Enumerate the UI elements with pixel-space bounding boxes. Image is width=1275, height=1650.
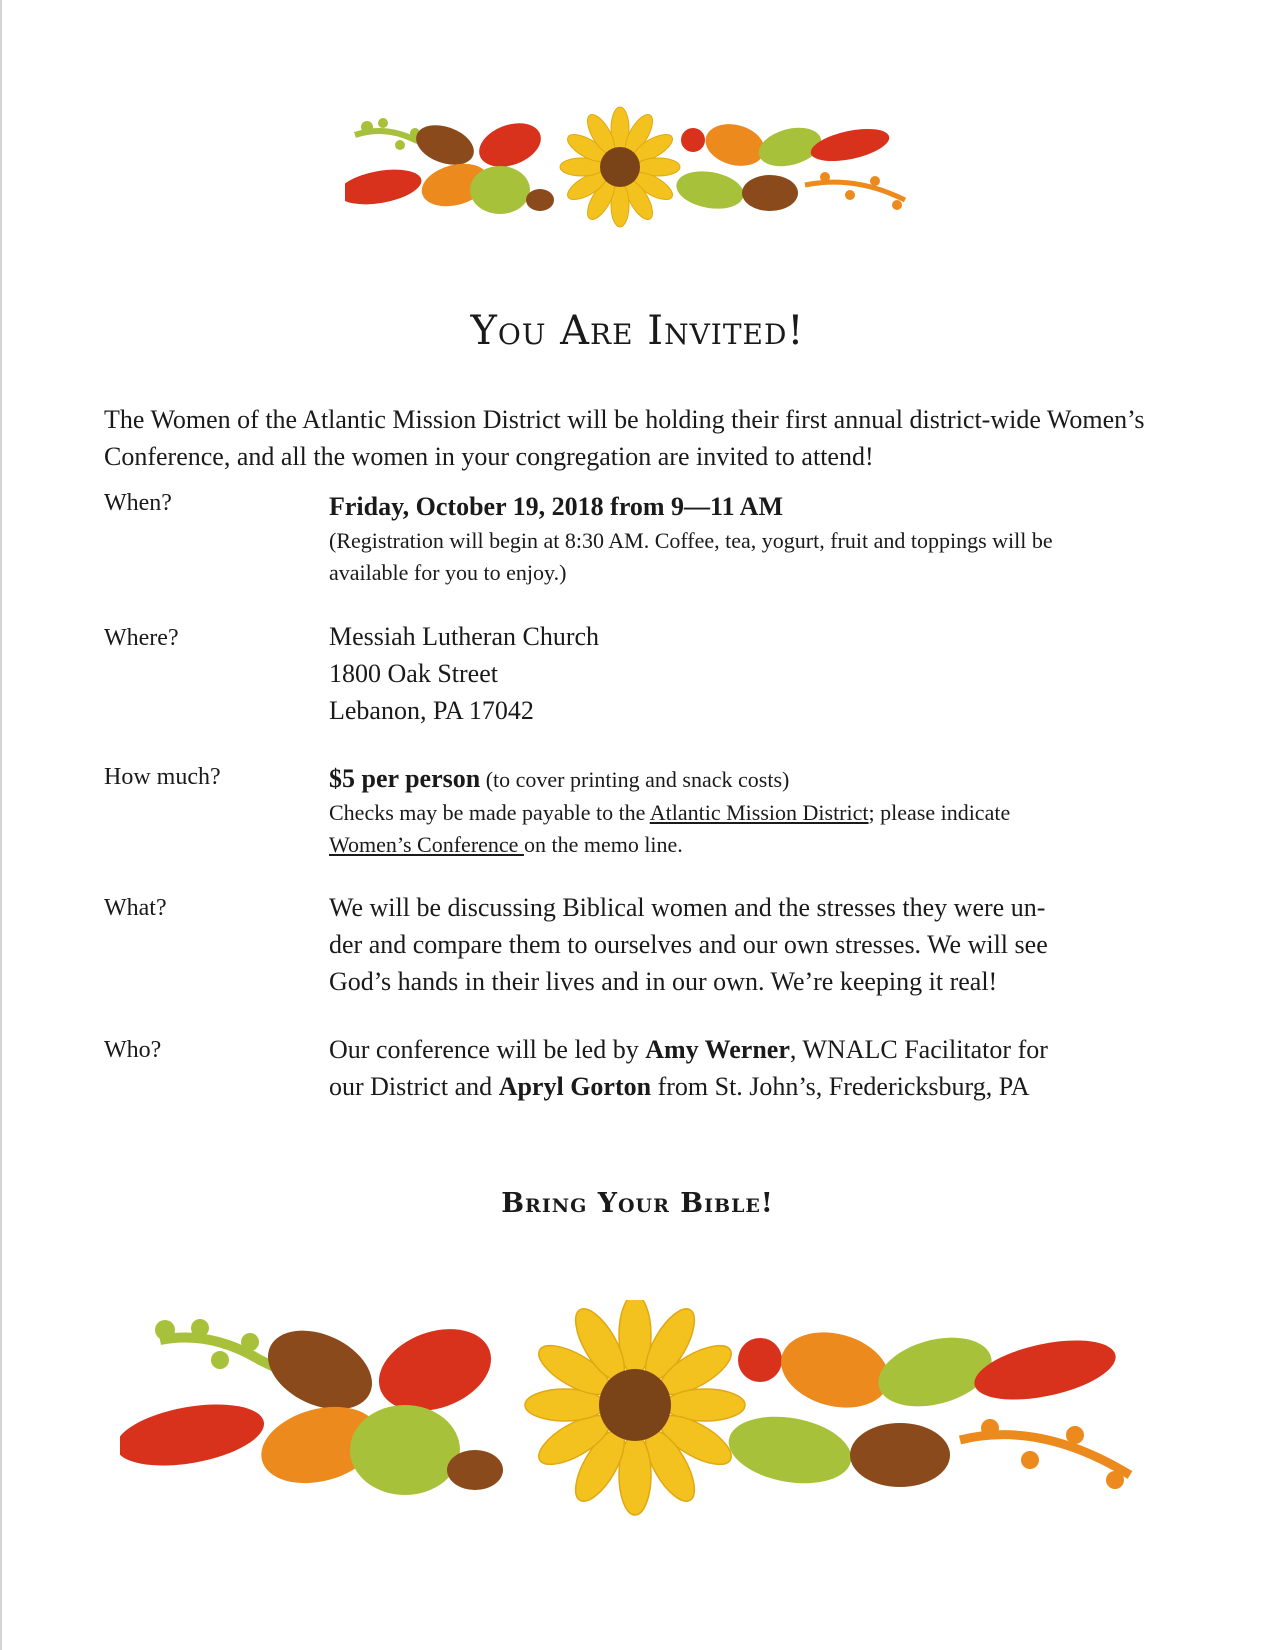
orange-vine-icon <box>960 1435 1130 1475</box>
what-label: What? <box>104 895 167 921</box>
green-leaf-icon <box>350 1405 460 1495</box>
green-leaf-icon <box>723 1408 856 1493</box>
autumn-leaf-garland-top <box>345 105 935 245</box>
venue-city: Lebanon, PA 17042 <box>329 696 534 725</box>
small-brown-leaf-icon <box>447 1450 503 1490</box>
maple-leaf-icon <box>738 1338 782 1382</box>
memo-line: Women’s Conference on the memo line. <box>329 832 683 857</box>
leaders-line-2: our District and Apryl Gorton from St. John’s, Fredericksburg, PA <box>329 1072 1030 1101</box>
event-date: Friday, October 19, 2018 from 9—11 AM <box>329 492 783 521</box>
checks-line: Checks may be made payable to the Atlantic Mission District; please indicate <box>329 800 1011 825</box>
price-note: (to cover printing and snack costs) <box>480 767 790 792</box>
red-leaf-icon <box>969 1330 1121 1411</box>
oak-leaf-icon <box>850 1423 950 1487</box>
orange-leaf-icon <box>701 118 769 172</box>
intro-paragraph: The Women of the Atlantic Mission District will be holding their first annual district-wide Women’s Conference, and all the women in your congregation are invited to attend! <box>104 405 1145 471</box>
venue-street: 1800 Oak Street <box>329 659 498 688</box>
green-leaf-icon <box>673 166 746 213</box>
what-section <box>329 889 1189 1000</box>
small-brown-leaf-icon <box>526 189 554 211</box>
orange-vine-icon <box>805 182 905 200</box>
description-line-1: We will be discussing Biblical women and the stresses they were un- <box>329 893 1046 922</box>
page-edge <box>0 0 2 1650</box>
payee-name: Atlantic Mission District <box>649 800 869 825</box>
when-section <box>329 488 1189 589</box>
when-label: When? <box>104 490 172 516</box>
red-leaf-icon <box>120 1394 269 1475</box>
venue-name: Messiah Lutheran Church <box>329 622 600 651</box>
closing-callout: Bring Your Bible! <box>501 1188 774 1219</box>
green-leaf-icon <box>470 166 530 214</box>
red-leaf-icon <box>473 115 547 174</box>
registration-note-line-1: (Registration will begin at 8:30 AM. Coffee, tea, yogurt, fruit and toppings will be <box>329 528 1053 553</box>
how-much-label: How much? <box>104 764 221 790</box>
oak-leaf-icon <box>742 175 798 211</box>
leaders-line-1: Our conference will be led by Amy Werner, WNALC Facilitator for <box>329 1035 1048 1064</box>
where-section <box>329 618 1189 729</box>
description-line-2: der and compare them to ourselves and our own stresses. We will see <box>329 930 1048 959</box>
leader-apryl-gorton: Apryl Gorton <box>498 1072 652 1101</box>
sunflower-icon <box>560 107 680 227</box>
oak-leaf-icon <box>411 118 480 172</box>
sunflower-icon <box>525 1300 745 1515</box>
where-label: Where? <box>104 625 179 651</box>
price: $5 per person <box>329 764 481 793</box>
page-title: You Are Invited! <box>470 308 805 354</box>
red-leaf-icon <box>345 164 424 210</box>
how-much-section <box>329 760 1189 861</box>
autumn-leaf-garland-bottom <box>120 1300 1170 1560</box>
who-label: Who? <box>104 1037 162 1063</box>
memo-text: Women’s Conference <box>329 832 524 857</box>
registration-note-line-2: available for you to enjoy.) <box>329 560 567 585</box>
price-line <box>329 760 1189 797</box>
red-leaf-icon <box>808 123 892 167</box>
maple-leaf-icon <box>681 128 705 152</box>
who-section <box>329 1031 1189 1105</box>
orange-leaf-icon <box>773 1321 898 1419</box>
leader-amy-werner: Amy Werner <box>645 1035 790 1064</box>
description-line-3: God’s hands in their lives and in our own. We’re keeping it real! <box>329 967 998 996</box>
